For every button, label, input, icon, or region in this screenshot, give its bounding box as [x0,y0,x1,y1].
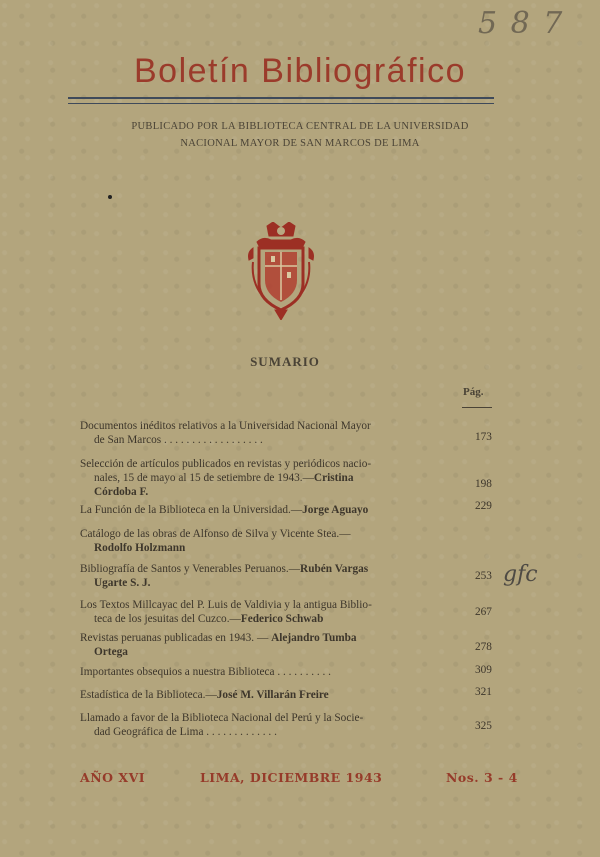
entry-line: dad Geográfica de Lima . . . . . . . . . . . . . [94,726,277,738]
entry-page-number: 278 [475,641,492,653]
entry-line: Revistas peruanas publicadas en 1943. — [80,632,269,644]
entry-page-number: 173 [475,431,492,443]
entry-line: Los Textos Millcayac del P. Luis de Valdivia y la antigua Biblio- [80,599,372,611]
entry-line: Importantes obsequios a nuestra Biblioteca . . . . . . . . . . [80,666,331,678]
entry-page-number: 229 [475,500,492,512]
entry-author: José M. Villarán Freire [216,689,329,701]
entry-page-number: 309 [475,664,492,676]
entry-author: Rubén Vargas [300,563,369,575]
page-column-rule [462,407,492,408]
toc-entry [80,419,470,447]
toc-entry [80,665,470,679]
entry-author: Rodolfo Holzmann [94,542,186,554]
entry-author: Alejandro Tumba [271,632,357,644]
entry-line: La Función de la Biblioteca en la Universidad.— [80,504,303,516]
entry-page-number: 321 [475,686,492,698]
footer-place-date: LIMA, DICIEMBRE 1943 [200,770,383,785]
entry-line: Estadística de la Biblioteca.— [80,689,217,701]
entry-author: Cristina [313,472,354,484]
coat-of-arms-icon [243,222,319,320]
handwritten-mark: gfc [503,562,538,587]
entry-line: Bibliografía de Santos y Venerables Peruanos.— [80,563,301,575]
toc-entry [80,631,470,659]
entry-page-number: 267 [475,606,492,618]
footer-year: AÑO XVI [80,770,146,785]
summary-heading: SUMARIO [250,354,320,369]
entry-line: de San Marcos . . . . . . . . . . . . . . . . . . [94,434,263,446]
toc-entry [80,503,470,517]
entry-line: Selección de artículos publicados en revistas y periódicos nacio- [80,458,372,470]
entry-author: Ugarte S. J. [94,577,151,589]
toc-entry [80,688,470,702]
entry-line: Llamado a favor de la Biblioteca Nacional del Perú y la Socie- [80,712,364,724]
entry-page-number: 253 [475,570,492,582]
toc-entry [80,598,470,626]
toc-entry [80,527,470,555]
publisher-line-2: NACIONAL MAYOR DE SAN MARCOS DE LIMA [180,138,420,149]
handwritten-catalog-number: 5 8 7 [478,6,565,41]
toc-entry [80,711,470,739]
toc-entry [80,457,470,499]
footer-issue-numbers: Nos. 3 - 4 [446,770,518,785]
toc-entry [80,562,470,590]
journal-title: Boletín Bibliográfico [133,52,466,90]
publisher-statement [80,118,520,152]
entry-author: Jorge Aguayo [302,504,369,516]
ink-dot [108,195,112,199]
publisher-line-1: PUBLICADO POR LA BIBLIOTECA CENTRAL DE LA UNIVERSIDAD [131,121,469,132]
page-column-heading: Pág. [463,386,484,398]
entry-author: Córdoba F. [94,486,149,498]
entry-author: Federico Schwab [240,613,324,625]
entry-author: Ortega [94,646,128,658]
entry-line: Catálogo de las obras de Alfonso de Silva y Vicente Stea.— [80,528,351,540]
entry-line: teca de los jesuitas del Cuzco.— [94,613,241,625]
entry-line: nales, 15 de mayo al 15 de setiembre de 1943.— [94,472,314,484]
entry-page-number: 198 [475,478,492,490]
entry-page-number: 325 [475,720,492,732]
title-rule [68,97,494,104]
entry-line: Documentos inéditos relativos a la Universidad Nacional Mayor [80,420,371,432]
